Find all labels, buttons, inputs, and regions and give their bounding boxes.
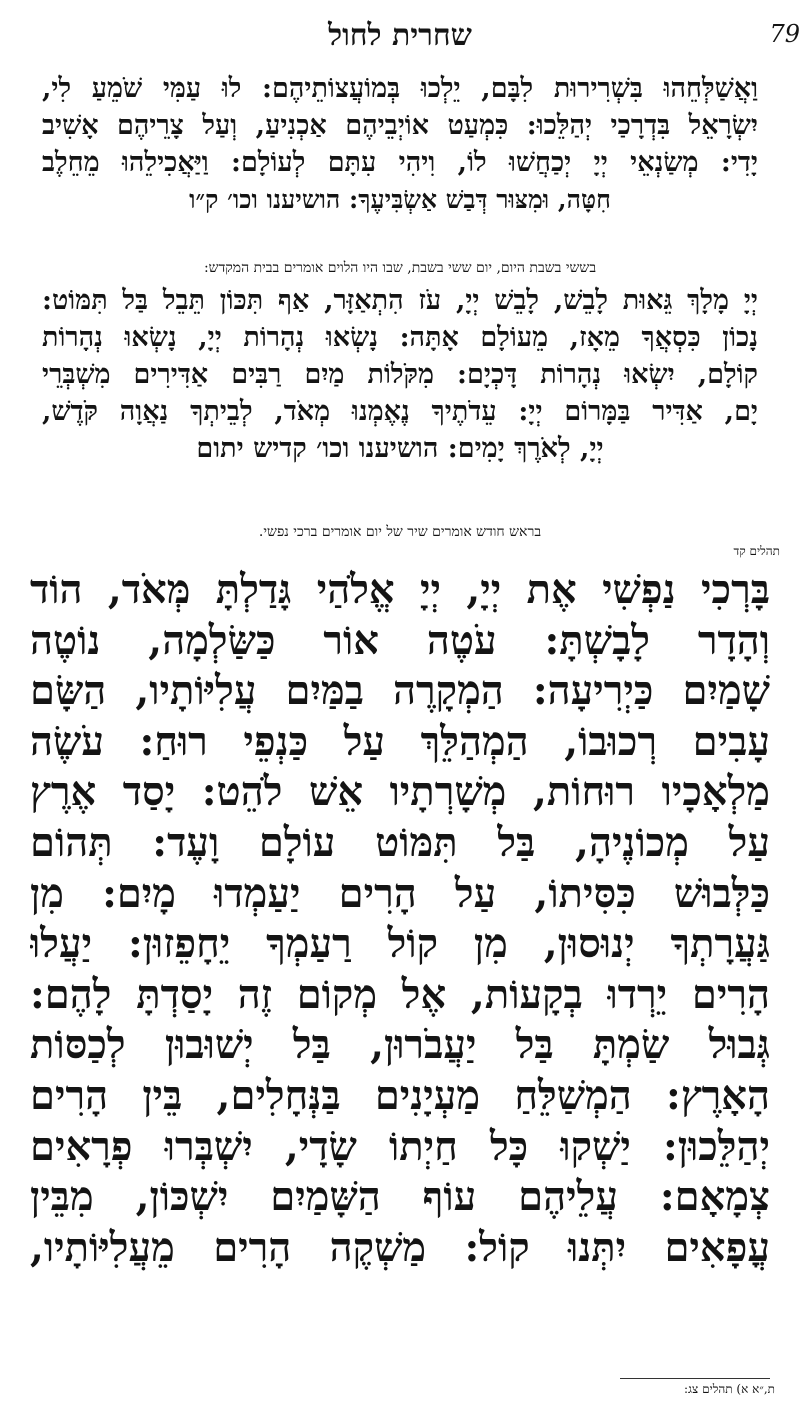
page-number: 79 — [769, 20, 800, 48]
text-line: גְּבוּל שַׂמְתָּ בַּל יַעֲבֹרוּן, בַּל יְשׁוּבוּן לְכַסּוֹת — [30, 1021, 770, 1069]
psalm-104 — [30, 565, 770, 1273]
psalm-93 — [42, 282, 758, 467]
running-title: שחרית לחול — [328, 18, 472, 53]
text-line: קוֹלָם, יִשְׂאוּ נְהָרוֹת דָּכְיָם: מִקֹּלוֹת מַיִם רַבִּים אַדִּירִים מִשְׁבְּרֵי — [42, 359, 758, 390]
psalm-92-ending — [42, 70, 758, 218]
text-line: וְהָדָר לָבָשְׁתָּ: עֹטֶה אוֹר כַּשַּׂלְמָה, נוֹטֶה — [30, 616, 770, 664]
text-line: גַּעֲרָתְךָ יְנוּסוּן, מִן קוֹל רַעַמְךָ יֵחָפֵזוּן: יַעֲלוּ — [30, 920, 770, 968]
text-line: יָדִי: מְשַׂנְאֵי יְיָ יְכַחֲשׁוּ לוֹ, וִיהִי עִתָּם לְעוֹלָם: וַיַּאֲכִילֵהוּ מֵחֵלֶב — [42, 147, 758, 178]
text-line: עַל מְכוֹנֶיהָ, בַּל תִּמּוֹט עוֹלָם וָעֶד: תְּהוֹם — [30, 818, 770, 866]
text-line: וַאֲשַׁלְּחֵהוּ בִּשְׁרִירוּת לִבָּם, יֵלְכוּ בְּמוֹעֲצוֹתֵיהֶם: לוּ עַמִּי שֹׁמֵעַ לִי, — [42, 73, 758, 104]
text-line: חִטָּה, וּמִצּוּר דְּבַשׁ אַשְׂבִּיעֶךָ: הושיענו וכו׳ ק״ו — [189, 185, 611, 214]
text-line: יָם, אַדִּיר בַּמָּרוֹם יְיָ: עֵדֹתֶיךָ נֶאֶמְנוּ מְאֹד, לְבֵיתְךָ נַאֲוָה קֹּדֶשׁ, — [42, 396, 758, 427]
text-line: עֳפָאִים יִתְּנוּ קוֹל: מַשְׁקֶה הָרִים מֵעֲלִיּוֹתָיו, — [30, 1223, 770, 1271]
text-line: הָאָרֶץ: הַמְשַׁלֵּחַ מַעְיָנִים בַּנְּחָלִים, בֵּין הָרִים — [30, 1071, 770, 1119]
text-line: מַלְאָכָיו רוּחוֹת, מְשָׁרְתָיו אֵשׁ לֹהֵט: יָסַד אֶרֶץ — [30, 768, 770, 816]
footnote: ת,״א א) תהלים צג: — [684, 1382, 775, 1396]
footnote-divider — [620, 1378, 770, 1379]
text-line: צְמָאָם: עֲלֵיהֶם עוֹף הַשָּׁמַיִם יִשְׁכּוֹן, מִבֵּין — [30, 1173, 770, 1221]
text-line: עָבִים רְכוּבוֹ, הַמְהַלֵּךְ עַל כַּנְפֵי רוּחַ: עֹשֶׂה — [30, 717, 770, 765]
page-header — [30, 18, 800, 54]
text-line: הָרִים יֵרְדוּ בְקָעוֹת, אֶל מְקוֹם זֶה יָסַדְתָּ לָהֶם: — [30, 970, 770, 1018]
psalm-104-rubric: בראש חודש אומרים שיר של יום אומרים ברכי נפשי. — [258, 524, 542, 540]
text-line: שָׁמַיִם כַּיְרִיעָה: הַמְקָרֶה בַמַּיִם עֲלִיּוֹתָיו, הַשָּׂם — [30, 667, 770, 715]
text-line: נָכוֹן כִּסְאֲךָ מֵאָז, מֵעוֹלָם אָתָּה: נָשְׂאוּ נְהָרוֹת יְיָ, נָשְׂאוּ נְהָרוֹת — [42, 322, 758, 353]
text-line: יְיָ מָלָךְ גֵּאוּת לָבֵשׁ, לָבֵשׁ יְיָ, עֹז הִתְאַזָּר, אַף תִּכּוֹן תֵּבֵל בַּל תִּמּוֹט: — [42, 285, 758, 316]
text-line: בָּרְכִי נַפְשִׁי אֶת יְיָ, יְיָ אֱלֹהַי גָּדַלְתָּ מְּאֹד, הוֹד — [30, 566, 770, 613]
psalm-reference: תהלים קד — [733, 544, 780, 558]
text-line: יְהַלֵּכוּן: יַשְׁקוּ כָּל חַיְתוֹ שָׂדָי, יִשְׁבְּרוּ פְרָאִים — [30, 1122, 770, 1170]
text-line: יְיָ, לְאֹרֶךְ יָמִים: הושיענו וכו׳ קדיש יתום — [196, 433, 604, 464]
text-line: יִשְׂרָאֵל בִּדְרָכַי יְהַלֵּכוּ: כִּמְעַט אוֹיְבֵיהֶם אַכְנִיעַ, וְעַל צָרֵיהֶם אָשִׁיב — [42, 110, 758, 141]
text-line: כַּלְּבוּשׁ כִּסִּיתוֹ, עַל הָרִים יַעַמְדוּ מָיִם: מִן — [30, 869, 770, 917]
psalm-93-rubric: בששי בשבת היום, יום ששי בשבת, שבו היו הלוים אומרים בבית המקדש: — [203, 260, 597, 276]
